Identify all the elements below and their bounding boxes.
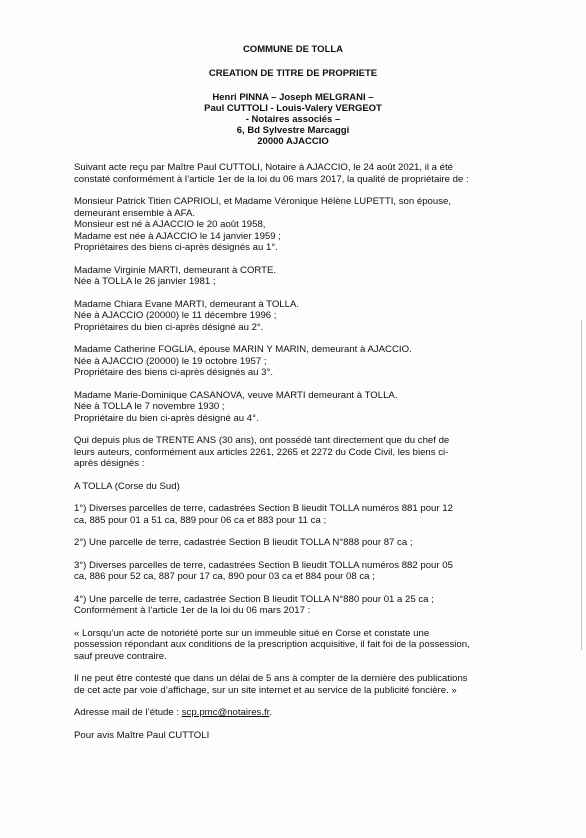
- quote-line: sauf preuve contraire.: [74, 650, 167, 662]
- owner-line: demeurant ensemble à AFA.: [74, 207, 196, 219]
- owner-line: Madame est née à AJACCIO le 14 janvier 1959 ;: [74, 230, 281, 242]
- owner-line: Née à TOLLA le 26 janvier 1981 ;: [74, 276, 216, 287]
- email-link[interactable]: scp.pmc@notaires.fr: [181, 707, 270, 718]
- owner-line: Propriétaires des biens ci-après désignés au 1°.: [74, 242, 278, 253]
- parcel-paragraph: [74, 594, 498, 617]
- email-paragraph: [74, 707, 498, 719]
- parcel-line: 3°) Diverses parcelles de terre, cadastrées Section B lieudit TOLLA numéros 882 pour 05: [74, 559, 453, 571]
- owner-line: Madame Chiara Evane MARTI, demeurant à TOLLA.: [74, 298, 300, 310]
- scan-edge-mark: [581, 320, 582, 650]
- parcel-paragraph: [74, 560, 498, 583]
- closing-line: Pour avis Maître Paul CUTTOLI: [74, 729, 210, 741]
- parcel-line: Conformément à l’article 1er de la loi du 06 mars 2017 :: [74, 605, 311, 616]
- owner-paragraph: [74, 196, 498, 254]
- parcel-line: ca, 885 pour 01 a 51 ca, 889 pour 06 ca et 883 pour 11 ca ;: [74, 514, 327, 526]
- commune-title: COMMUNE DE TOLLA: [242, 44, 344, 55]
- quote-paragraph: [74, 628, 498, 663]
- owner-paragraph: [74, 299, 498, 334]
- possession-line: après désignés :: [74, 458, 145, 469]
- address-line-1: 6, Bd Sylvestre Marcaggi: [236, 125, 350, 136]
- notaries-line-3: - Notaires associés –: [245, 114, 341, 125]
- parcel-paragraph: [74, 537, 498, 549]
- intro-line: constaté conformément à l’article 1er de la loi du 06 mars 2017, la qualité de propriétaire de :: [74, 173, 469, 185]
- owner-line: Monsieur Patrick Titien CAPRIOLI, et Madame Véronique Hélène LUPETTI, son épouse,: [74, 196, 451, 207]
- intro-paragraph: [74, 162, 498, 185]
- owner-line: Née à AJACCIO (20000) le 11 décembre 1996 ;: [74, 310, 277, 321]
- owner-paragraph: [74, 390, 498, 425]
- quote-line: de cet acte par voie d’affichage, sur un site internet et au service de la publicité foncière. »: [74, 684, 457, 696]
- owner-line: Née à TOLLA le 7 novembre 1930 ;: [74, 401, 225, 412]
- owner-line: Madame Marie-Dominique CASANOVA, veuve MARTI demeurant à TOLLA.: [74, 389, 398, 401]
- location-paragraph: [74, 481, 498, 493]
- owner-line: Propriétaires du bien ci-après désigné au 2°.: [74, 321, 264, 333]
- document-body: [74, 162, 498, 752]
- quote-line: Il ne peut être contesté que dans un délai de 5 ans à compter de la dernière des publications: [74, 673, 468, 684]
- location-line: A TOLLA (Corse du Sud): [74, 480, 180, 492]
- possession-line: Qui depuis plus de TRENTE ANS (30 ans), ont possédé tant directement que du chef de: [74, 435, 450, 446]
- intro-line: Suivant acte reçu par Maître Paul CUTTOLI, Notaire à AJACCIO, le 24 août 2021, il a été: [74, 162, 453, 173]
- parcel-line: 2°) Une parcelle de terre, cadastrée Section B lieudit TOLLA N°888 pour 87 ca ;: [74, 537, 413, 548]
- parcel-paragraph: [74, 503, 498, 526]
- address-line-2: 20000 AJACCIO: [257, 136, 329, 147]
- owner-line: Propriétaire du bien ci-après désigné au 4°.: [74, 412, 259, 424]
- owner-line: Monsieur est né à AJACCIO le 20 août 1958,: [74, 219, 266, 230]
- email-suffix: .: [269, 707, 272, 718]
- possession-paragraph: [74, 435, 498, 470]
- quote-paragraph: [74, 673, 498, 696]
- owner-line: Née à AJACCIO (20000) le 19 octobre 1957 ;: [74, 355, 267, 367]
- owner-line: Madame Virginie MARTI, demeurant à CORTE.: [74, 264, 277, 276]
- document-title: CREATION DE TITRE DE PROPRIETE: [208, 68, 378, 79]
- email-label: Adresse mail de l’étude :: [74, 707, 182, 718]
- quote-line: « Lorsqu’un acte de notoriété porte sur un immeuble situé en Corse et constate une: [74, 627, 430, 639]
- owner-paragraph: [74, 344, 498, 379]
- quote-line: possession répondant aux conditions de la prescription acquisitive, il fait foi de la possession,: [74, 639, 470, 650]
- owner-paragraph: [74, 265, 498, 288]
- possession-line: leurs auteurs, conformément aux articles 2261, 2265 et 2272 du Code Civil, les biens ci-: [74, 446, 449, 458]
- owner-line: Madame Catherine FOGLIA, épouse MARIN Y MARIN, demeurant à AJACCIO.: [74, 344, 412, 355]
- closing-paragraph: [74, 730, 498, 742]
- parcel-line: ca, 886 pour 52 ca, 887 pour 17 ca, 890 pour 03 ca et 884 pour 08 ca ;: [74, 571, 375, 582]
- owner-line: Propriétaire des biens ci-après désignés au 3°.: [74, 367, 274, 378]
- document-header: [0, 44, 586, 147]
- parcel-line: 1°) Diverses parcelles de terre, cadastrées Section B lieudit TOLLA numéros 881 pour 12: [74, 503, 453, 514]
- notaries-line-2: Paul CUTTOLI - Louis-Valery VERGEOT: [204, 103, 382, 114]
- parcel-line: 4°) Une parcelle de terre, cadastrée Section B lieudit TOLLA N°880 pour 01 a 25 ca ;: [74, 593, 434, 605]
- notaries-line-1: Henri PINNA – Joseph MELGRANI –: [212, 92, 374, 103]
